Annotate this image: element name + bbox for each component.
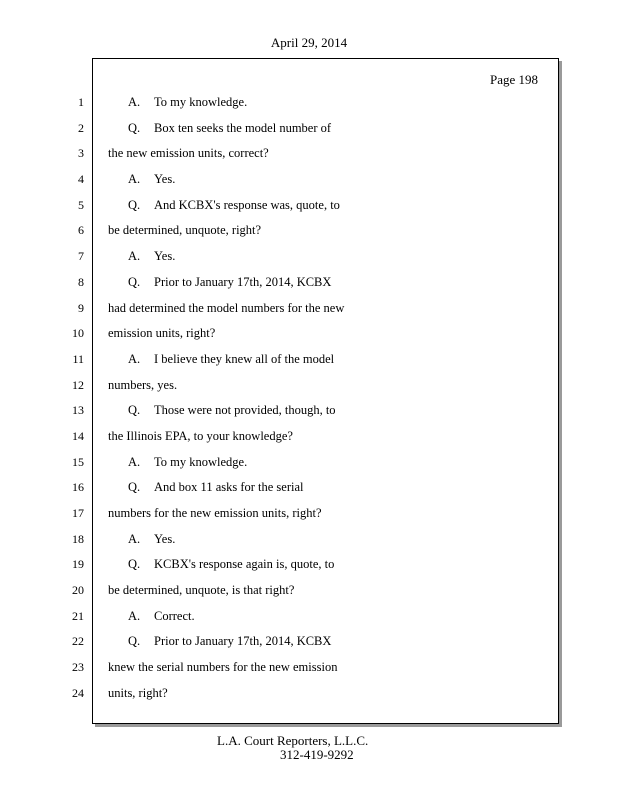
- line-text: Box ten seeks the model number of: [154, 120, 332, 135]
- transcript-line: [108, 145, 548, 171]
- transcript-body: [108, 94, 548, 711]
- transcript-line: [108, 120, 548, 146]
- line-text: Yes.: [154, 249, 176, 264]
- line-number: 18: [72, 531, 84, 546]
- line-number: 7: [78, 249, 84, 264]
- line-text: numbers for the new emission units, right?: [108, 506, 322, 520]
- reporter-company: L.A. Court Reporters, L.L.C.: [217, 733, 369, 748]
- transcript-line: [108, 248, 548, 274]
- transcript-page: [92, 58, 559, 724]
- speaker-label: A.: [128, 172, 141, 187]
- line-number: 6: [78, 223, 84, 238]
- transcript-line: [108, 556, 548, 582]
- speaker-label: A.: [128, 608, 141, 623]
- line-number: 8: [78, 274, 84, 289]
- transcript-line: [108, 531, 548, 557]
- line-number: 11: [72, 351, 84, 366]
- line-number: 21: [72, 608, 84, 623]
- transcript-line: [108, 685, 548, 711]
- line-text: Correct.: [154, 608, 195, 623]
- line-text: Those were not provided, though, to: [154, 403, 336, 418]
- line-number: 1: [78, 95, 84, 109]
- line-number: 2: [78, 120, 84, 135]
- line-number: 17: [72, 506, 84, 520]
- transcript-date: April 29, 2014: [270, 35, 348, 50]
- line-text: Yes.: [154, 172, 176, 187]
- speaker-label: Q.: [128, 403, 141, 418]
- line-text: Prior to January 17th, 2014, KCBX: [154, 634, 332, 649]
- line-number: 13: [72, 403, 84, 418]
- line-text: To my knowledge.: [154, 454, 248, 469]
- transcript-line: [108, 479, 548, 505]
- transcript-line: [108, 377, 548, 403]
- transcript-line: [108, 659, 548, 685]
- line-text: And KCBX's response was, quote, to: [154, 197, 340, 212]
- transcript-line: [108, 274, 548, 300]
- transcript-line: [108, 94, 548, 120]
- line-text: KCBX's response again is, quote, to: [154, 557, 335, 572]
- line-text: Prior to January 17th, 2014, KCBX: [154, 274, 332, 289]
- line-number: 5: [78, 197, 84, 212]
- line-number: 10: [72, 326, 84, 341]
- speaker-label: Q.: [128, 634, 141, 649]
- transcript-line: [108, 454, 548, 480]
- line-text: be determined, unquote, is that right?: [108, 583, 295, 598]
- speaker-label: Q.: [128, 480, 141, 495]
- page-number: Page 198: [489, 72, 538, 87]
- transcript-line: [108, 505, 548, 531]
- reporter-phone: 312-419-9292: [280, 747, 354, 762]
- transcript-line: [108, 171, 548, 197]
- speaker-label: Q.: [128, 557, 141, 572]
- line-text: And box 11 asks for the serial: [154, 480, 304, 495]
- line-number: 19: [72, 557, 84, 572]
- transcript-line: [108, 582, 548, 608]
- line-text: knew the serial numbers for the new emission: [108, 660, 338, 675]
- line-text: be determined, unquote, right?: [108, 223, 262, 238]
- transcript-line: [108, 351, 548, 377]
- line-number: 16: [72, 480, 84, 495]
- transcript-line: [108, 300, 548, 326]
- line-number: 14: [72, 428, 84, 443]
- line-text: the Illinois EPA, to your knowledge?: [108, 428, 293, 443]
- speaker-label: A.: [128, 531, 141, 546]
- transcript-line: [108, 325, 548, 351]
- line-text: had determined the model numbers for the new: [108, 300, 345, 315]
- line-number: 9: [78, 300, 84, 315]
- line-number-column: [62, 94, 84, 711]
- speaker-label: A.: [128, 249, 141, 264]
- line-number: 22: [72, 634, 84, 649]
- line-number: 4: [78, 172, 84, 187]
- transcript-line: [108, 633, 548, 659]
- speaker-label: Q.: [128, 274, 141, 289]
- line-text: To my knowledge.: [154, 95, 248, 109]
- transcript-line: [108, 608, 548, 634]
- line-text: emission units, right?: [108, 326, 216, 341]
- line-text: Yes.: [154, 531, 176, 546]
- transcript-line: [108, 222, 548, 248]
- speaker-label: A.: [128, 351, 141, 366]
- line-text: numbers, yes.: [108, 377, 178, 392]
- line-number: 24: [72, 685, 84, 700]
- line-number: 23: [72, 660, 84, 675]
- transcript-line: [108, 197, 548, 223]
- transcript-line: [108, 402, 548, 428]
- speaker-label: A.: [128, 454, 141, 469]
- line-number: 12: [72, 377, 84, 392]
- line-text: I believe they knew all of the model: [154, 351, 335, 366]
- line-text: units, right?: [108, 685, 168, 700]
- line-number: 20: [72, 583, 84, 598]
- line-number: 15: [72, 454, 84, 469]
- speaker-label: Q.: [128, 120, 141, 135]
- transcript-line: [108, 428, 548, 454]
- line-text: the new emission units, correct?: [108, 146, 269, 161]
- speaker-label: Q.: [128, 197, 141, 212]
- line-number: 3: [78, 146, 84, 161]
- speaker-label: A.: [128, 95, 141, 109]
